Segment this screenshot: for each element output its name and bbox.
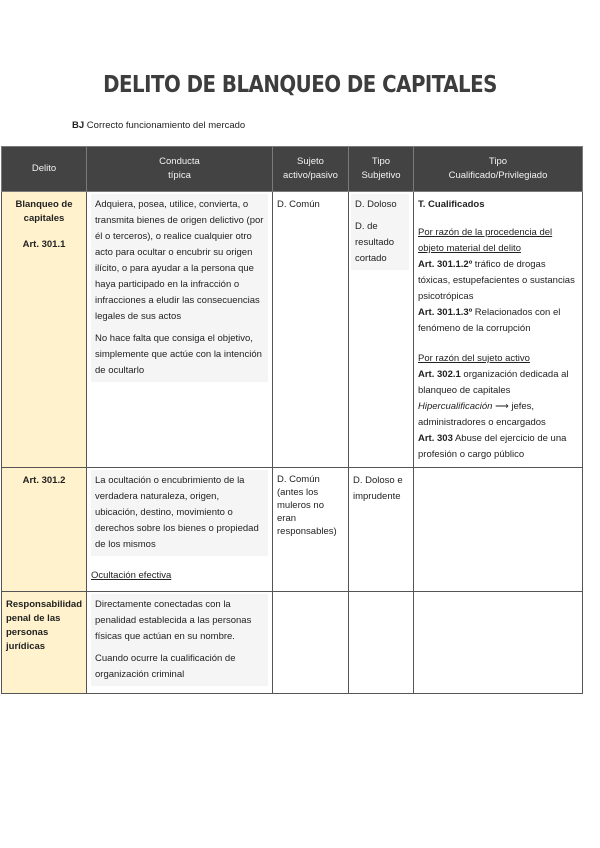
table-row	[2, 592, 583, 694]
protected-interest	[72, 120, 245, 131]
header-row	[2, 147, 583, 192]
header-conducta: Conducta típica	[87, 147, 273, 192]
row1-delito: Blanqueo de capitales Art. 301.1	[2, 192, 87, 468]
row3-conducta: Directamente conectadas con la penalidad establecida a las personas físicas que actúan en su nombre. Cuando ocurre la cualificación de organización criminal	[87, 592, 273, 694]
bj-label: BJ	[72, 120, 85, 131]
row1-tipo-cualificado: T. Cualificados Por razón de la procedencia del objeto material del delito Art. 301.1.2º tráfico de drogas tóxicas, estupefacientes o sustancias psicotrópicas Art. 301.1.3º Relacionados con el fenómeno de la corrupción Por razón del sujeto activo Art. 302.1 organización dedicada al blanqueo de capitales Hipercualificación ⟶ jefes, administradores o encargados Art. 303 Abuse del ejercicio de una profesión o cargo público	[414, 192, 583, 468]
row1-sujeto: D. Común	[273, 192, 349, 468]
page-title: DELITO DE BLANQUEO DE CAPITALES	[103, 72, 497, 98]
crime-table	[1, 146, 583, 694]
row2-sujeto: D. Común (antes los muleros no eran responsables)	[273, 468, 349, 592]
row1-tipo-subjetivo: D. Doloso D. de resultado cortado	[349, 192, 414, 468]
header-sujeto: Sujeto activo/pasivo	[273, 147, 349, 192]
row3-tipo-cualificado	[414, 592, 583, 694]
bj-text: Correcto funcionamiento del mercado	[86, 120, 246, 131]
row3-delito: Responsabilidad penal de las personas jurídicas	[2, 592, 87, 694]
row1-conducta: Adquiera, posea, utilice, convierta, o transmita bienes de origen delictivo (por él o terceros), o realice cualquier otro acto para ocultar o encubrir su origen ilícito, o para ayudar a la persona que haya participado en la infracción o infracciones a eludir las consecuencias legales de sus actos No hace falta que consiga el objetivo, simplemente que actúe con la intención de ocultarlo	[87, 192, 273, 468]
row2-conducta: La ocultación o encubrimiento de la verdadera naturaleza, origen, ubicación, destino, movimiento o derechos sobre los bienes o propiedad de los mismos Ocultación efectiva	[87, 468, 273, 592]
table-row	[2, 468, 583, 592]
row3-sujeto	[273, 592, 349, 694]
table-row	[2, 192, 583, 468]
row3-tipo-subjetivo	[349, 592, 414, 694]
row2-tipo-subjetivo: D. Doloso e imprudente	[349, 468, 414, 592]
row2-delito: Art. 301.2	[2, 468, 87, 592]
header-tipo-subjetivo: Tipo Subjetivo	[349, 147, 414, 192]
row1-art: Art. 301.1	[22, 239, 66, 250]
header-delito: Delito	[2, 147, 87, 192]
header-tipo-cualificado: Tipo Cualificado/Privilegiado	[414, 147, 583, 192]
row2-tipo-cualificado	[414, 468, 583, 592]
